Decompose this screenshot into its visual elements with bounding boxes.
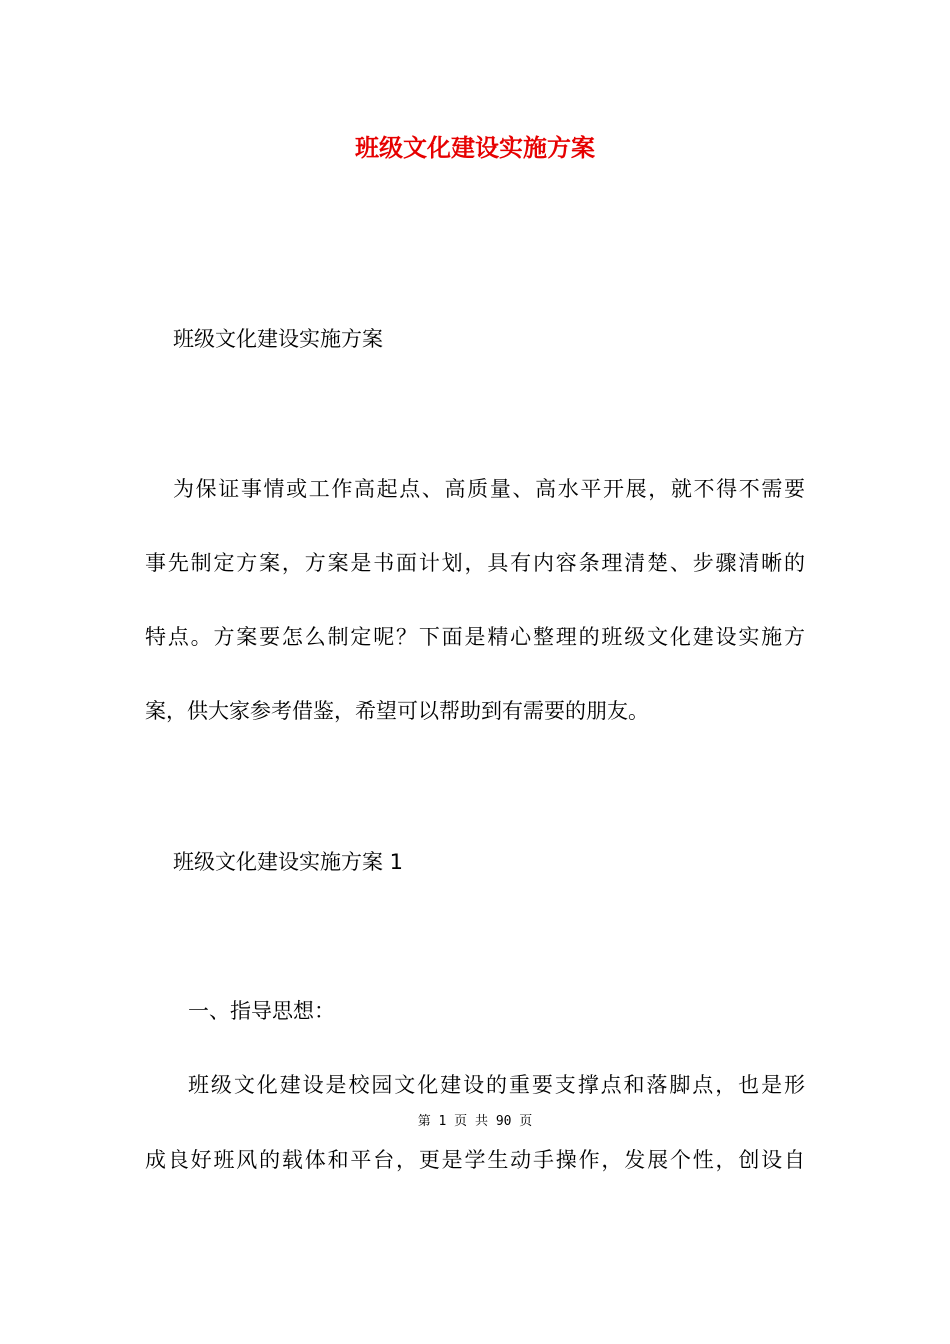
- section-title: 班级文化建设实施方案 1: [173, 850, 404, 874]
- page-footer: 第 1 页 共 90 页: [417, 1114, 533, 1129]
- intro-line-2: 事先制定方案，方案是书面计划，具有内容条理清楚、步骤清晰的: [145, 551, 805, 575]
- document-title: 班级文化建设实施方案: [355, 134, 595, 162]
- intro-line-4: 案，供大家参考借鉴，希望可以帮助到有需要的朋友。: [145, 699, 649, 723]
- intro-line-1: 为保证事情或工作高起点、高质量、高水平开展，就不得不需要: [173, 477, 805, 501]
- document-subtitle: 班级文化建设实施方案: [173, 327, 383, 351]
- body-line-1: 班级文化建设是校园文化建设的重要支撑点和落脚点，也是形: [188, 1073, 805, 1097]
- heading-guiding-ideology: 一、指导思想：: [188, 999, 335, 1023]
- intro-line-3: 特点。方案要怎么制定呢？下面是精心整理的班级文化建设实施方: [145, 625, 805, 649]
- body-line-2: 成良好班风的载体和平台，更是学生动手操作，发展个性，创设自: [145, 1148, 805, 1172]
